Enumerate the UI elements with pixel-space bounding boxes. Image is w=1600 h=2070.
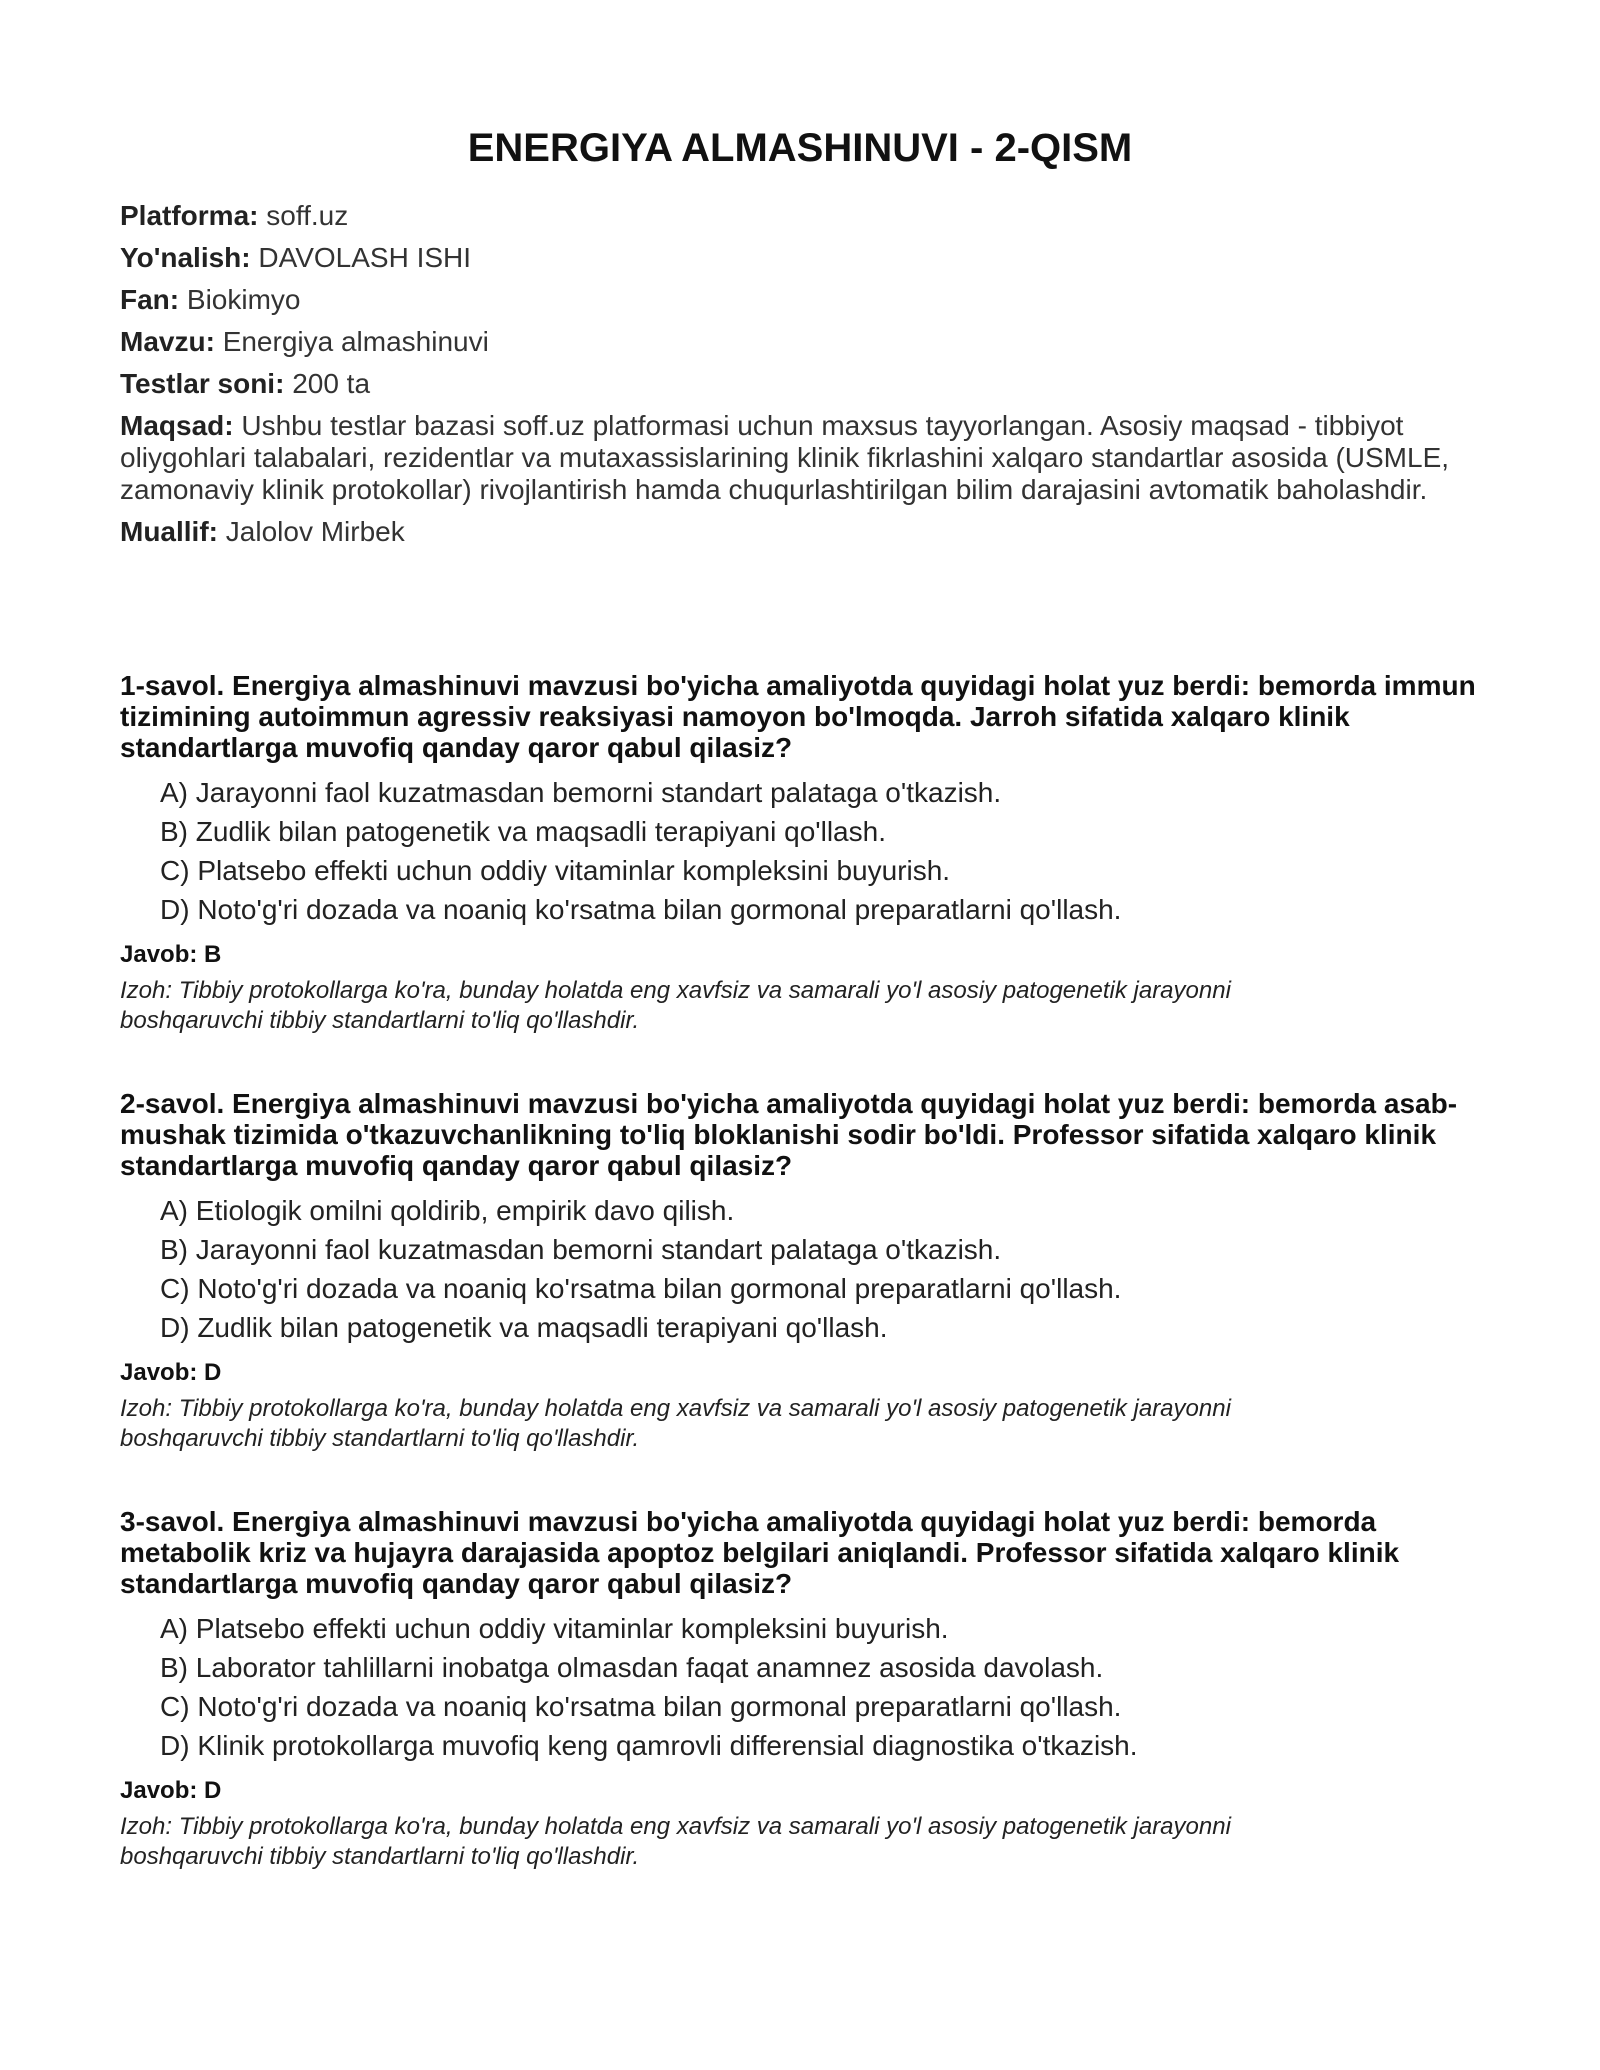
meta-value: Energiya almashinuvi — [222, 326, 489, 357]
meta-label: Yo'nalish: — [120, 242, 251, 273]
question-text: 3-savol. Energiya almashinuvi mavzusi bo'yicha amaliyotda quyidagi holat yuz berdi: bemorda metabolik kriz va hujayra darajasida apoptoz belgilari aniqlandi. Professor sifatida xalqaro klinik standartlarga muvofiq qanday qaror qabul qilasiz? — [120, 1506, 1400, 1599]
meta-label: Mavzu: — [120, 326, 215, 357]
meta-label: Muallif: — [120, 516, 218, 547]
question-3 — [120, 1506, 1480, 1872]
meta-value: Biokimyo — [186, 284, 301, 315]
explanation-note: Izoh: Tibbiy protokollarga ko'ra, bunday holatda eng xavfsiz va samarali yo'l asosiy patogenetik jarayonni boshqaruvchi tibbiy standartlarni to'liq qo'llashdir. — [120, 977, 1231, 1034]
option-a: A) Platsebo effekti uchun oddiy vitaminlar kompleksini buyurish. — [160, 1613, 949, 1644]
answer-options — [120, 1613, 1480, 1762]
answer-key: Javob: D — [120, 1359, 222, 1386]
meta-subject — [120, 284, 1480, 316]
answer-key: Javob: B — [120, 941, 222, 968]
option-c: C) Platsebo effekti uchun oddiy vitaminlar kompleksini buyurish. — [160, 855, 951, 886]
option-c: C) Noto'g'ri dozada va noaniq ko'rsatma bilan gormonal preparatlarni qo'llash. — [160, 1691, 1122, 1722]
answer-key: Javob: D — [120, 1777, 222, 1804]
question-2 — [120, 1088, 1480, 1454]
meta-direction — [120, 242, 1480, 274]
option-a: A) Etiologik omilni qoldirib, empirik davo qilish. — [160, 1195, 735, 1226]
document-title: ENERGIYA ALMASHINUVI - 2-QISM — [467, 126, 1133, 170]
question-text: 2-savol. Energiya almashinuvi mavzusi bo'yicha amaliyotda quyidagi holat yuz berdi: bemorda asab-mushak tizimida o'tkazuvchanlikning to'liq bloklanishi sodir bo'ldi. Professor sifatida xalqaro klinik standartlarga muvofiq qanday qaror qabul qilasiz? — [120, 1088, 1458, 1181]
option-b: B) Laborator tahlillarni inobatga olmasdan faqat anamnez asosida davolash. — [160, 1652, 1104, 1683]
option-d: D) Klinik protokollarga muvofiq keng qamrovli differensial diagnostika o'tkazish. — [160, 1730, 1138, 1761]
meta-label: Testlar soni: — [120, 368, 285, 399]
option-b: B) Zudlik bilan patogenetik va maqsadli terapiyani qo'llash. — [160, 816, 886, 847]
option-d: D) Zudlik bilan patogenetik va maqsadli terapiyani qo'llash. — [160, 1312, 888, 1343]
meta-topic — [120, 326, 1480, 358]
option-a: A) Jarayonni faol kuzatmasdan bemorni standart palataga o'tkazish. — [160, 777, 1002, 808]
meta-label: Maqsad: — [120, 410, 234, 441]
meta-value: DAVOLASH ISHI — [258, 242, 472, 273]
answer-options — [120, 1195, 1480, 1344]
explanation-note: Izoh: Tibbiy protokollarga ko'ra, bunday holatda eng xavfsiz va samarali yo'l asosiy patogenetik jarayonni boshqaruvchi tibbiy standartlarni to'liq qo'llashdir. — [120, 1395, 1231, 1452]
question-text: 1-savol. Energiya almashinuvi mavzusi bo'yicha amaliyotda quyidagi holat yuz berdi: bemorda immun tizimining autoimmun agressiv reaksiyasi namoyon bo'lmoqda. Jarroh sifatida xalqaro klinik standartlarga muvofiq qanday qaror qabul qilasiz? — [120, 670, 1476, 763]
meta-label: Platforma: — [120, 200, 259, 231]
meta-value: soff.uz — [266, 200, 349, 231]
meta-purpose — [120, 410, 1480, 506]
option-b: B) Jarayonni faol kuzatmasdan bemorni standart palataga o'tkazish. — [160, 1234, 1002, 1265]
question-1 — [120, 670, 1480, 1036]
option-c: C) Noto'g'ri dozada va noaniq ko'rsatma bilan gormonal preparatlarni qo'llash. — [160, 1273, 1122, 1304]
question-list — [120, 670, 1480, 1924]
answer-options — [120, 777, 1480, 926]
meta-author — [120, 516, 1480, 548]
meta-value: 200 ta — [292, 368, 371, 399]
meta-test-count — [120, 368, 1480, 400]
option-d: D) Noto'g'ri dozada va noaniq ko'rsatma bilan gormonal preparatlarni qo'llash. — [160, 894, 1122, 925]
explanation-note: Izoh: Tibbiy protokollarga ko'ra, bunday holatda eng xavfsiz va samarali yo'l asosiy patogenetik jarayonni boshqaruvchi tibbiy standartlarni to'liq qo'llashdir. — [120, 1813, 1231, 1870]
meta-value: Jalolov Mirbek — [225, 516, 405, 547]
meta-value: Ushbu testlar bazasi soff.uz platformasi uchun maxsus tayyorlangan. Asosiy maqsad - tibbiyot oliygohlari talabalari, rezidentlar va mutaxassislarining klinik fikrlashini xalqaro standartlar asosida (USMLE, zamonaviy klinik protokollar) rivojlantirish hamda chuqurlashtirilgan bilim darajasini avtomatik baholashdir. — [120, 410, 1450, 505]
document-meta — [120, 200, 1480, 558]
meta-label: Fan: — [120, 284, 180, 315]
meta-platform — [120, 200, 1480, 232]
